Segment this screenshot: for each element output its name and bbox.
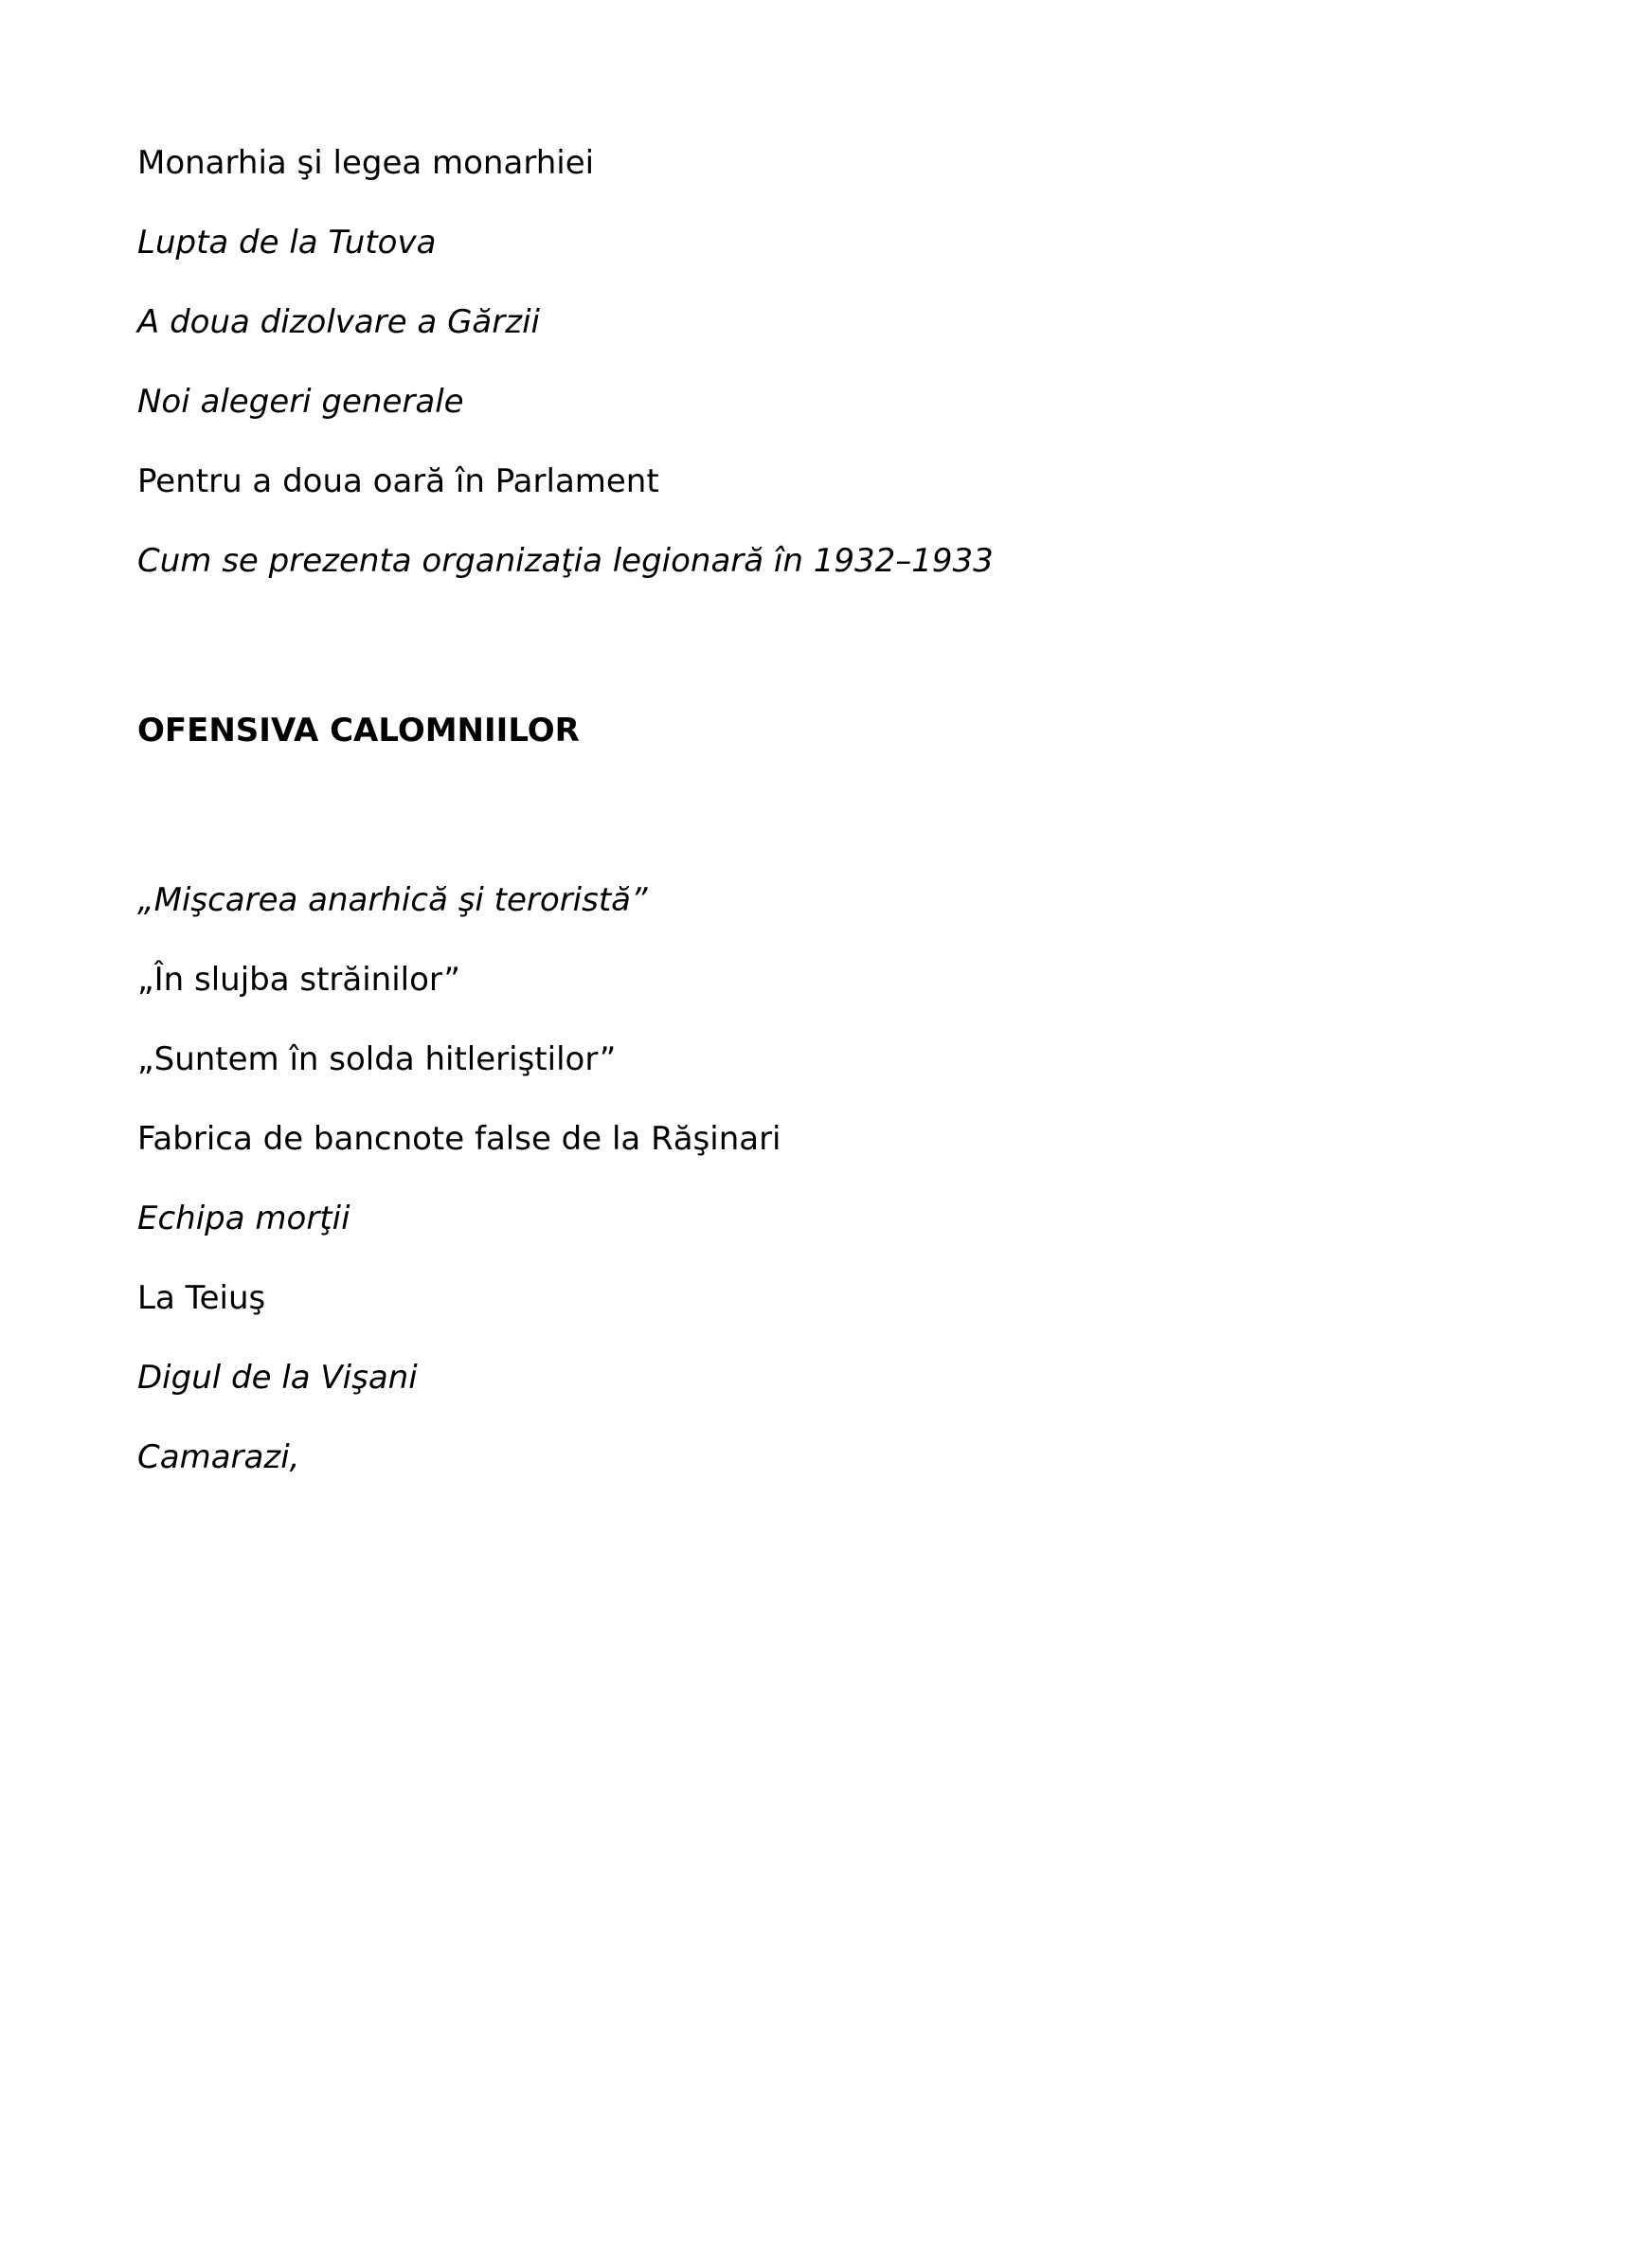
toc-entry-fabrica-bancnote: Fabrica de bancnote false de la Răşinari: [137, 1120, 781, 1158]
toc-entry-alegeri-generale: Noi alegeri generale: [137, 383, 464, 421]
toc-entry-miscarea-anarhica: „Mişcarea anarhică şi teroristă”: [137, 881, 648, 919]
toc-entry-organizatia-legionara: Cum se prezenta organizaţia legionară în 1932–1933: [137, 542, 994, 580]
toc-entry-digul-visani: Digul de la Vişani: [137, 1359, 418, 1397]
toc-entry-lupta-tutova: Lupta de la Tutova: [137, 224, 437, 262]
toc-entry-monarhia: Monarhia şi legea monarhiei: [137, 144, 595, 182]
toc-entry-slujba-strainilor: „În slujba străinilor”: [137, 961, 460, 999]
section-heading: OFENSIVA CALOMNIILOR: [137, 712, 580, 749]
toc-entry-camarazi: Camarazi,: [137, 1438, 300, 1476]
toc-entry-echipa-mortii: Echipa morţii: [137, 1200, 350, 1237]
toc-entry-la-teius: La Teiuş: [137, 1279, 266, 1317]
toc-entry-parlament: Pentru a doua oară în Parlament: [137, 462, 659, 500]
toc-entry-solda-hitleristilor: „Suntem în solda hitleriştilor”: [137, 1040, 617, 1078]
toc-entry-dizolvare-garzii: A doua dizolvare a Gărzii: [137, 303, 540, 341]
